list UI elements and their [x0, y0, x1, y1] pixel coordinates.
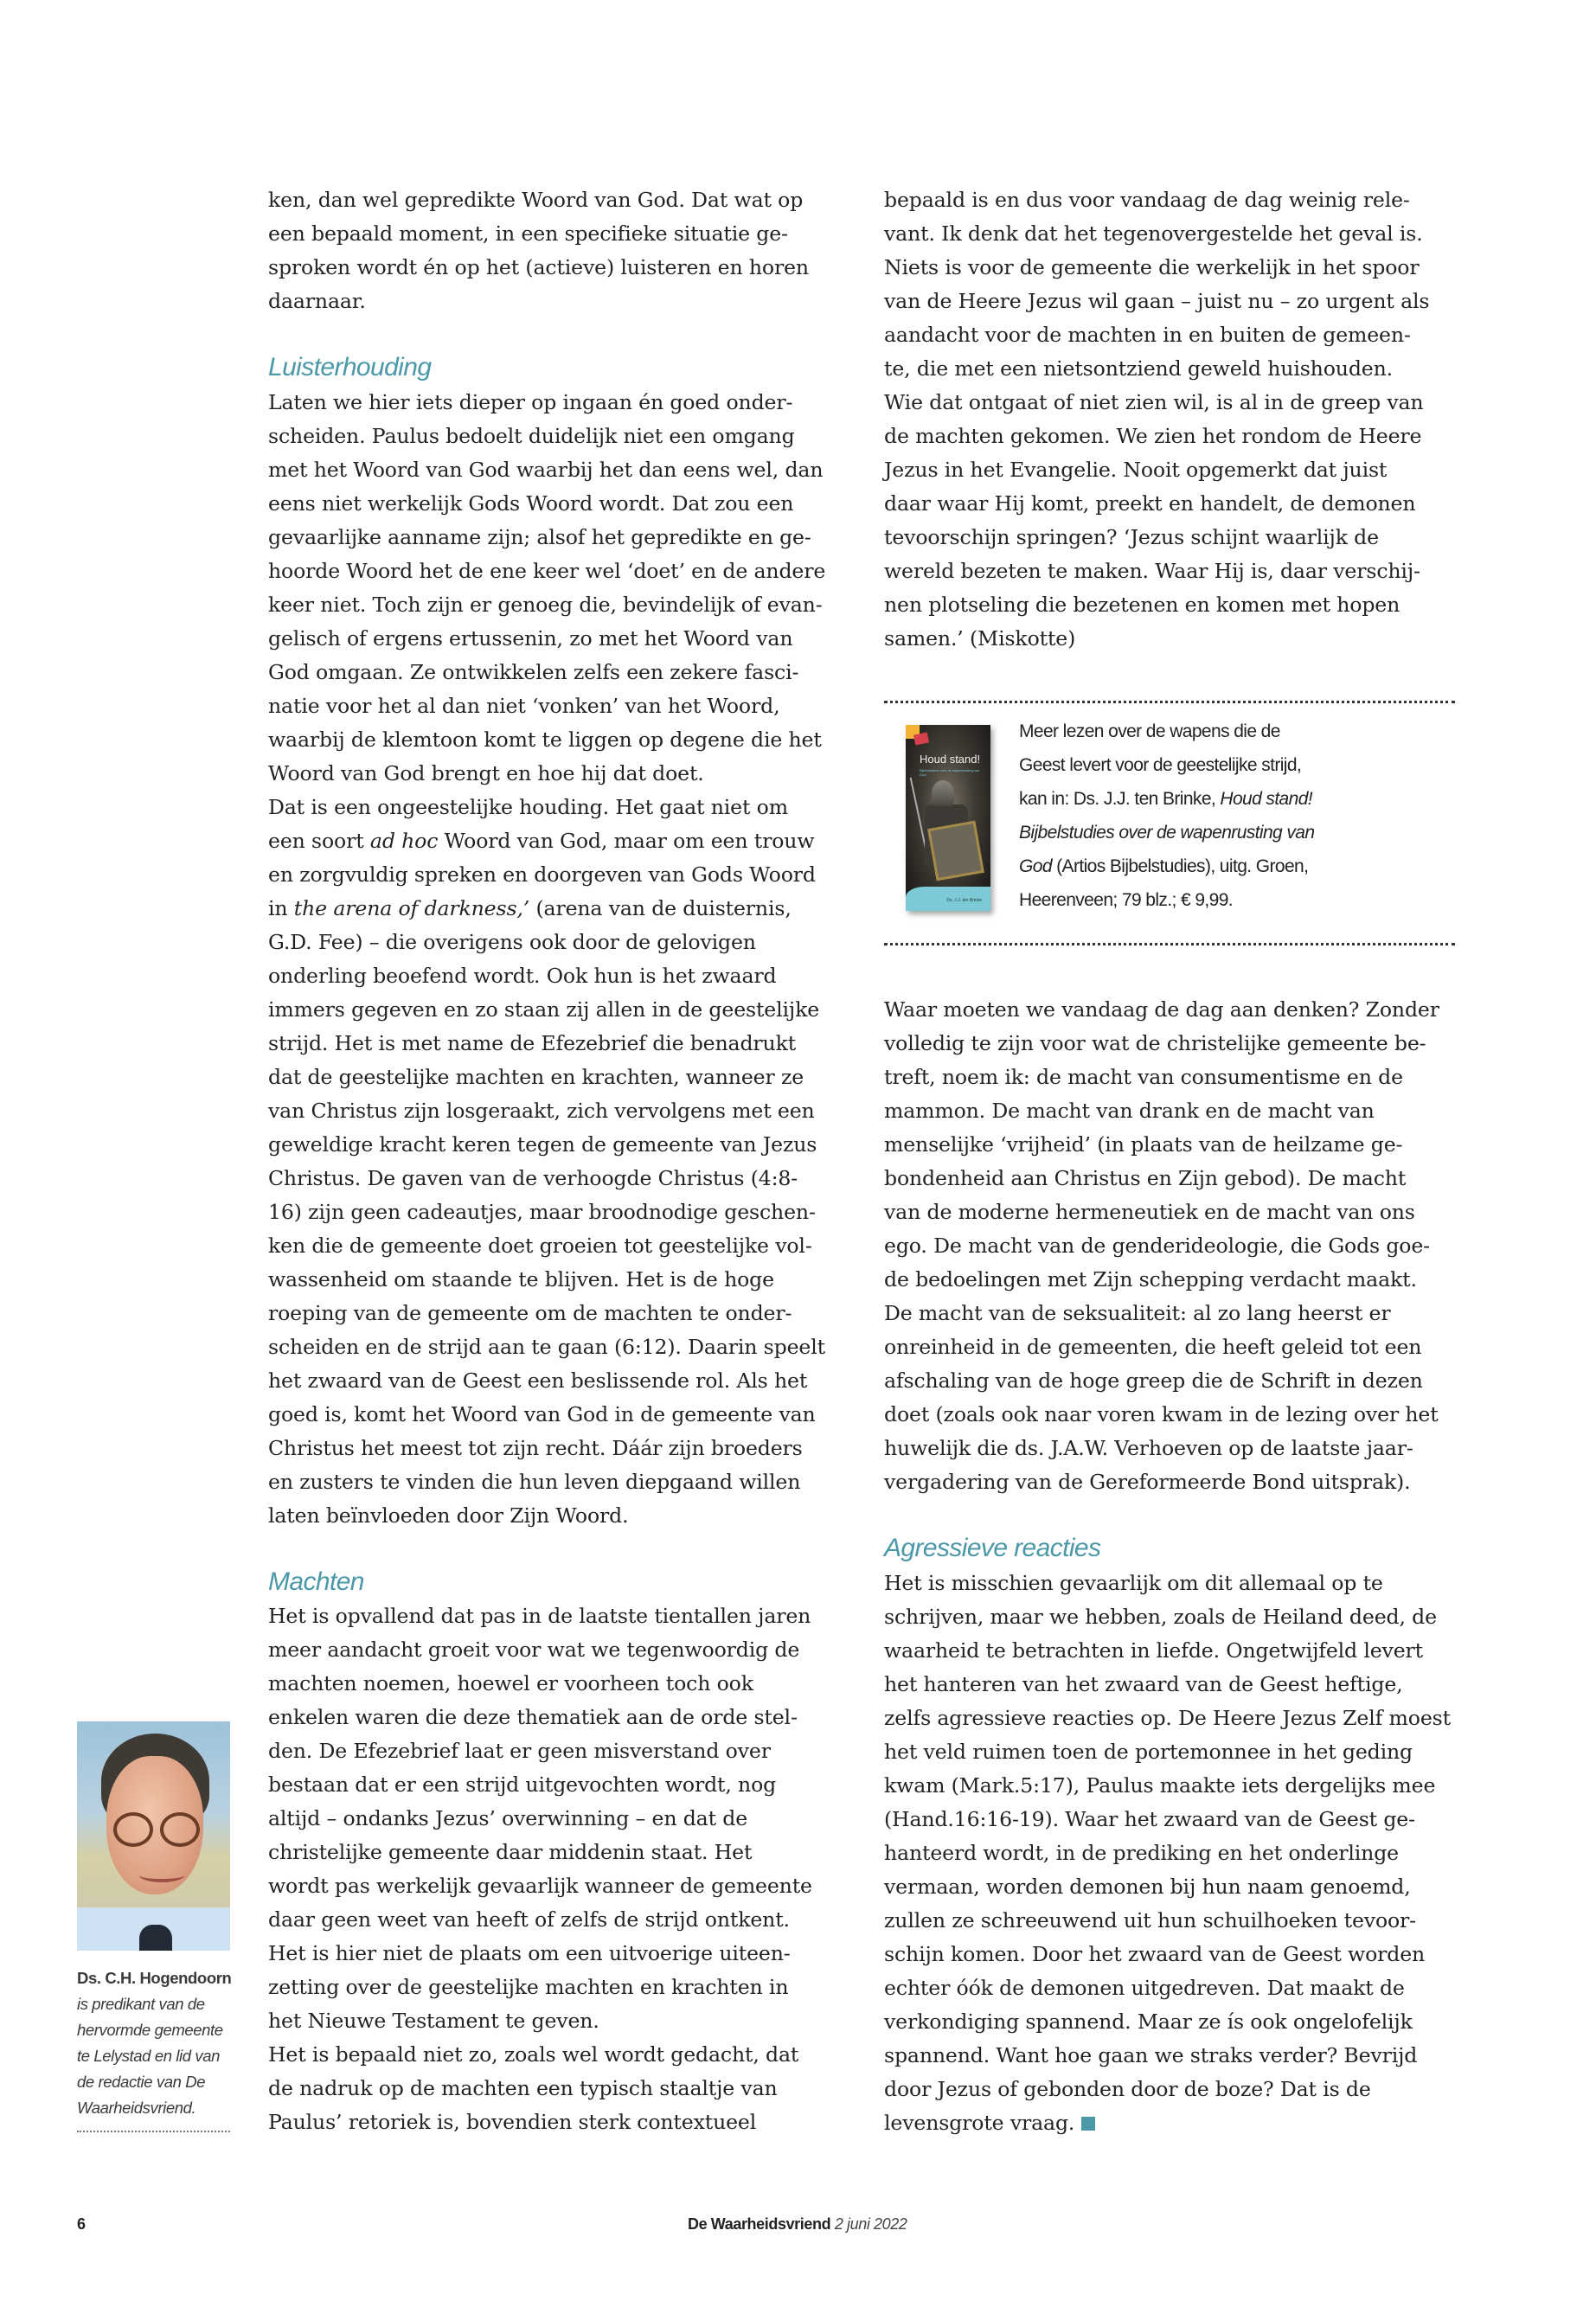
text-line — [884, 1195, 1439, 1229]
author-bio-line: te Lelystad en lid van — [77, 2047, 221, 2065]
text-segment: natie voor het al dan niet ‘vonken’ van het Woord, — [268, 694, 780, 718]
text-line — [884, 1398, 1439, 1432]
agressieve-section-text — [884, 1567, 1451, 2140]
text-segment: afschaling van de hoge greep die de Schrift in dezen — [884, 1368, 1423, 1393]
text-segment: door Jezus of gebonden door de boze? Dat is de — [884, 2077, 1371, 2101]
text-line — [268, 554, 825, 588]
text-line — [268, 1061, 825, 1094]
text-segment: keer niet. Toch zijn er genoeg die, bevindelijk of evan- — [268, 593, 823, 617]
text-segment: den. De Efezebrief laat er geen misverstand over — [268, 1739, 771, 1763]
text-line — [884, 1769, 1451, 1803]
text-line — [884, 1668, 1451, 1702]
text-line — [268, 2038, 812, 2072]
text-segment: en zorgvuldig spreken en doorgeven van Gods Woord — [268, 862, 816, 887]
text-line — [268, 183, 809, 217]
text-segment: een soort — [268, 829, 370, 853]
text-segment: menselijke ‘vrijheid’ (in plaats van de heilzame ge- — [884, 1132, 1403, 1157]
text-line — [884, 2039, 1451, 2073]
text-line — [268, 521, 825, 554]
italic-text: Houd stand! — [1220, 789, 1313, 809]
text-line — [884, 285, 1429, 318]
text-line — [268, 757, 825, 791]
text-line — [268, 1027, 825, 1061]
caption-divider — [77, 2131, 230, 2132]
text-line — [268, 1263, 825, 1297]
text-segment: ken, dan wel gepredikte Woord van God. Dat wat op — [268, 188, 804, 212]
text-line — [884, 2106, 1451, 2140]
text-line — [268, 1398, 825, 1432]
text-segment: de bedoelingen met Zijn schepping verdacht maakt. — [884, 1267, 1417, 1292]
text-segment: mammon. De macht van drank en de macht van — [884, 1099, 1375, 1123]
author-bio-line: is predikant van de — [77, 1995, 205, 2013]
text-line — [884, 588, 1429, 622]
text-line — [268, 892, 825, 926]
text-segment: Laten we hier iets dieper op ingaan én goed onder- — [268, 390, 793, 414]
italic-text: Bijbelstudies over de wapenrusting van — [1019, 823, 1315, 843]
text-line — [884, 1803, 1451, 1836]
text-segment: (arena van de duisternis, — [529, 896, 792, 920]
text-line — [884, 1904, 1451, 1938]
text-segment: Dat is een ongeestelijke houding. Het gaat niet om — [268, 795, 788, 819]
text-segment: nen plotseling die bezetenen en komen met hopen — [884, 593, 1401, 617]
text-line — [268, 487, 825, 521]
text-line — [268, 1802, 812, 1836]
book-cover-image — [906, 725, 990, 911]
text-segment: volledig te zijn voor wat de christelijke gemeente be- — [884, 1031, 1426, 1055]
text-segment: te, die met een nietsontziend geweld huishouden. — [884, 356, 1393, 381]
text-segment: het veld ruimen toen de portemonnee in het geding — [884, 1740, 1413, 1764]
text-line — [884, 1432, 1439, 1465]
text-segment: onreinheid in de gemeenten, die heeft geleid tot een — [884, 1335, 1422, 1359]
cover-badge-red — [913, 732, 929, 745]
text-line — [884, 318, 1429, 352]
text-segment: sproken wordt én op het (actieve) luisteren en horen — [268, 255, 809, 279]
text-line — [268, 926, 825, 959]
text-line — [884, 453, 1429, 487]
author-bio-line: hervormde gemeente — [77, 2021, 223, 2039]
text-segment: met het Woord van God waarbij het dan eens wel, dan — [268, 458, 824, 482]
text-line — [884, 521, 1429, 554]
text-segment: G.D. Fee) – die overigens ook door de gelovigen — [268, 930, 756, 954]
text-line — [268, 1195, 825, 1229]
text-line — [884, 1061, 1439, 1094]
glasses-left-graphic — [113, 1812, 153, 1847]
text-segment: het Nieuwe Testament te geven. — [268, 2009, 599, 2033]
text-segment: tevoorschijn springen? ‘Jezus schijnt waarlijk de — [884, 525, 1379, 549]
text-line — [268, 453, 825, 487]
text-segment: van de Heere Jezus wil gaan – juist nu – zo urgent als — [884, 289, 1430, 313]
text-line — [268, 386, 825, 420]
text-line — [268, 1937, 812, 1971]
text-segment: gelisch of ergens ertussenin, zo met het Woord van — [268, 626, 793, 651]
powers-list-paragraph — [884, 993, 1439, 1499]
text-line — [268, 1229, 825, 1263]
text-line — [884, 1027, 1439, 1061]
right-intro-paragraph — [884, 183, 1429, 656]
text-line — [268, 1162, 825, 1195]
text-line — [268, 1869, 812, 1903]
text-segment: dat de geestelijke machten en krachten, wanneer ze — [268, 1065, 804, 1089]
text-line — [884, 1263, 1439, 1297]
text-line — [268, 2106, 812, 2139]
text-line — [884, 1128, 1439, 1162]
text-segment: daarnaar. — [268, 289, 366, 313]
text-line — [884, 1702, 1451, 1735]
text-line — [268, 824, 825, 858]
cover-title: Houd stand! — [920, 753, 981, 766]
text-segment: treft, noem ik: de macht van consumentisme en de — [884, 1065, 1403, 1089]
italic-text: the arena of darkness,’ — [293, 896, 530, 920]
text-line — [884, 1567, 1451, 1600]
text-line — [268, 2004, 812, 2038]
author-photo — [77, 1721, 230, 1951]
text-line — [268, 1633, 812, 1667]
text-segment: van de moderne hermeneutiek en de macht van ons — [884, 1200, 1415, 1224]
text-segment: ken die de gemeente doet groeien tot geestelijke vol- — [268, 1234, 812, 1258]
text-segment: het hanteren van het zwaard van de Geest heftige, — [884, 1672, 1403, 1696]
text-line — [884, 1938, 1451, 1971]
publication-name: De Waarheidsvriend — [688, 2215, 831, 2233]
text-line — [268, 1836, 812, 1869]
tie-graphic — [139, 1925, 172, 1951]
text-segment: enkelen waren die deze thematiek aan de orde stel- — [268, 1705, 798, 1729]
text-segment: zetting over de geestelijke machten en krachten in — [268, 1975, 789, 1999]
text-segment: immers gegeven en zo staan zij allen in de geestelijke — [268, 997, 820, 1022]
text-line — [268, 1734, 812, 1768]
text-line — [884, 1465, 1439, 1499]
text-line — [268, 1701, 812, 1734]
text-segment: machten noemen, hoewel er voorheen toch ook — [268, 1671, 753, 1695]
text-segment: 16) zijn geen cadeautjes, maar broodnodige geschen- — [268, 1200, 816, 1224]
text-line — [884, 183, 1429, 217]
text-segment: daar geen weet van heeft of zelfs de strijd ontkent. — [268, 1907, 790, 1932]
text-line — [268, 1903, 812, 1937]
text-line — [884, 1836, 1451, 1870]
text-line — [268, 656, 825, 689]
text-segment: wassenheid om staande te blijven. Het is de hoge — [268, 1267, 774, 1292]
text-segment: God omgaan. Ze ontwikkelen zelfs een zekere fasci- — [268, 660, 799, 684]
text-segment: zullen ze schreeuwend uit hun schuilhoeken tevoor- — [884, 1908, 1417, 1932]
text-segment: het zwaard van de Geest een beslissende rol. Als het — [268, 1368, 808, 1393]
author-bio-line: Waarheidsvriend. — [77, 2099, 196, 2117]
text-line — [268, 1297, 825, 1330]
text-segment: roeping van de gemeente om de machten te onder- — [268, 1301, 792, 1325]
text-segment: bestaan dat er een strijd uitgevochten wordt, nog — [268, 1772, 777, 1797]
luisterhouding-section-text — [268, 386, 825, 1533]
text-line — [884, 1971, 1451, 2005]
text-segment: zelfs agressieve reacties op. De Heere Jezus Zelf moest — [884, 1706, 1451, 1730]
machten-section-text — [268, 1599, 812, 2139]
text-segment: wordt pas werkelijk gevaarlijk wanneer de gemeente — [268, 1874, 812, 1898]
book-recommendation-text — [1019, 715, 1314, 917]
footer-publication — [688, 2215, 907, 2234]
text-line — [268, 2072, 812, 2106]
text-line — [884, 993, 1439, 1027]
text-segment: aandacht voor de machten in en buiten de gemeen- — [884, 323, 1411, 347]
text-segment: en zusters te vinden die hun leven diepgaand willen — [268, 1470, 801, 1494]
text-line — [268, 420, 825, 453]
text-segment: meer aandacht groeit voor wat we tegenwoordig de — [268, 1638, 800, 1662]
italic-text: ad hoc — [369, 829, 439, 853]
text-segment: bepaald is en dus voor vandaag de dag weinig rele- — [884, 188, 1410, 212]
section-heading-luisterhouding: Luisterhouding — [268, 353, 432, 381]
cover-subtitle: Bijbelstudies over de wapenrusting van God — [920, 768, 980, 777]
text-segment: bondenheid aan Christus en Zijn gebod). De macht — [884, 1166, 1407, 1190]
page-number: 6 — [77, 2215, 86, 2233]
text-segment: echter óók de demonen uitgedreven. Dat maakt de — [884, 1976, 1405, 2000]
text-segment: Wie dat ontgaat of niet zien wil, is al in de greep van — [884, 390, 1424, 414]
text-segment: hanteerd wordt, in de prediking en het onderlinge — [884, 1841, 1399, 1865]
author-name: Ds. C.H. Hogendoorn — [77, 1969, 232, 1987]
text-segment: christelijke gemeente daar middenin staat. Het — [268, 1840, 753, 1864]
text-segment: Het is bepaald niet zo, zoals wel wordt gedacht, dat — [268, 2042, 799, 2067]
text-line — [268, 217, 809, 251]
text-segment: verkondiging spannend. Maar ze ís ook ongelofelijk — [884, 2009, 1413, 2034]
text-segment: waarheid te betrachten in liefde. Ongetwijfeld levert — [884, 1638, 1423, 1663]
text-line — [268, 1971, 812, 2004]
text-line — [268, 1768, 812, 1802]
text-segment: scheiden en de strijd aan te gaan (6:12). Daarin speelt — [268, 1335, 825, 1359]
text-line — [268, 1128, 825, 1162]
text-line — [268, 791, 825, 824]
text-segment: goed is, komt het Woord van God in de gemeente van — [268, 1402, 816, 1426]
text-segment: hoorde Woord het de ene keer wel ‘doet’ en de andere — [268, 559, 826, 583]
text-segment: Het is opvallend dat pas in de laatste tientallen jaren — [268, 1604, 811, 1628]
left-intro-paragraph — [268, 183, 809, 318]
text-segment: Geest levert voor de geestelijke strijd, — [1019, 755, 1302, 775]
text-line — [884, 1330, 1439, 1364]
text-line — [268, 1667, 812, 1701]
text-segment: doet (zoals ook naar voren kwam in de lezing over het — [884, 1402, 1439, 1426]
text-segment: wereld bezeten te maken. Waar Hij is, daar verschij- — [884, 559, 1420, 583]
text-line — [884, 1364, 1439, 1398]
text-segment: levensgrote vraag. — [884, 2111, 1075, 2135]
text-segment: gevaarlijke aanname zijn; alsof het gepredikte en ge- — [268, 525, 811, 549]
text-line — [268, 858, 825, 892]
text-segment: vermaan, worden demonen bij hun naam genoemd, — [884, 1875, 1411, 1899]
author-bio-line: de redactie van De — [77, 2073, 206, 2091]
text-line — [268, 1094, 825, 1128]
text-segment: samen.’ (Miskotte) — [884, 626, 1076, 651]
text-line — [1019, 816, 1314, 849]
text-segment: kwam (Mark.5:17), Paulus maakte iets dergelijks mee — [884, 1773, 1436, 1798]
text-line — [1019, 782, 1314, 816]
text-segment: daar waar Hij komt, preekt en handelt, de demonen — [884, 491, 1416, 516]
text-line — [268, 1465, 825, 1499]
text-segment: Het is hier niet de plaats om een uitvoerige uiteen- — [268, 1941, 791, 1965]
text-line — [884, 1094, 1439, 1128]
text-line — [268, 993, 825, 1027]
glasses-right-graphic — [160, 1812, 200, 1847]
text-line — [268, 1364, 825, 1398]
text-line — [884, 386, 1429, 420]
text-segment: schijn komen. Door het zwaard van de Geest worden — [884, 1942, 1426, 1966]
text-segment: kan in: Ds. J.J. ten Brinke, — [1019, 789, 1221, 809]
text-line — [268, 622, 825, 656]
smile-graphic — [139, 1868, 184, 1882]
text-segment: spannend. Want hoe gaan we straks verder? Bevrijd — [884, 2043, 1418, 2067]
text-segment: Heerenveen; 79 blz.; € 9,99. — [1019, 890, 1234, 910]
cover-author: Ds. J.J. ten Brinke — [946, 898, 982, 903]
text-segment: Niets is voor de gemeente die werkelijk in het spoor — [884, 255, 1420, 279]
text-line — [884, 217, 1429, 251]
text-line — [268, 1599, 812, 1633]
text-segment: eens niet werkelijk Gods Woord wordt. Dat zou een — [268, 491, 794, 516]
text-line — [268, 285, 809, 318]
text-line — [884, 1870, 1451, 1904]
text-line — [1019, 883, 1314, 917]
text-line — [268, 1432, 825, 1465]
text-line — [884, 1162, 1439, 1195]
text-segment: Het is misschien gevaarlijk om dit allemaal op te — [884, 1571, 1383, 1595]
text-segment: in — [268, 896, 294, 920]
text-segment: strijd. Het is met name de Efezebrief die benadrukt — [268, 1031, 797, 1055]
text-segment: van Christus zijn losgeraakt, zich vervolgens met een — [268, 1099, 815, 1123]
text-segment: (Hand.16:16-19). Waar het zwaard van de Geest ge- — [884, 1807, 1415, 1831]
text-line — [884, 554, 1429, 588]
text-segment: Woord van God brengt en hoe hij dat doet. — [268, 761, 704, 785]
text-line — [884, 1297, 1439, 1330]
text-line — [884, 1634, 1451, 1668]
text-segment: (Artios Bijbelstudies), uitg. Groen, — [1051, 856, 1309, 876]
text-line — [884, 2073, 1451, 2106]
text-segment: huwelijk die ds. J.A.W. Verhoeven op de laatste jaar- — [884, 1436, 1413, 1460]
text-line — [884, 1600, 1451, 1634]
text-line — [884, 1229, 1439, 1263]
text-line — [884, 420, 1429, 453]
text-segment: een bepaald moment, in een specifieke situatie ge- — [268, 221, 788, 246]
shield-graphic — [927, 821, 984, 881]
text-segment: ego. De macht van de genderideologie, die Gods goe- — [884, 1234, 1430, 1258]
box-top-divider — [884, 701, 1455, 703]
text-line — [884, 1735, 1451, 1769]
text-line — [268, 1330, 825, 1364]
text-segment: Meer lezen over de wapens die de — [1019, 721, 1280, 741]
text-segment: altijd – ondanks Jezus’ overwinning – en dat de — [268, 1806, 748, 1830]
section-heading-agressieve-reacties: Agressieve reacties — [884, 1534, 1101, 1562]
text-segment: vergadering van de Gereformeerde Bond uitsprak). — [884, 1470, 1411, 1494]
text-segment: waarbij de klemtoon komt te liggen op degene die het — [268, 727, 822, 752]
text-line — [884, 487, 1429, 521]
text-line — [1019, 849, 1314, 883]
text-segment: Christus het meest tot zijn recht. Dáár zijn broeders — [268, 1436, 803, 1460]
text-segment: scheiden. Paulus bedoelt duidelijk niet een omgang — [268, 424, 795, 448]
text-segment: de machten gekomen. We zien het rondom de Heere — [884, 424, 1422, 448]
text-segment: Paulus’ retoriek is, bovendien sterk contextueel — [268, 2110, 757, 2134]
text-line — [268, 959, 825, 993]
text-line — [884, 352, 1429, 386]
text-segment: Woord van God, maar om een trouw — [438, 829, 815, 853]
text-line — [268, 689, 825, 723]
text-segment: De macht van de seksualiteit: al zo lang heerst er — [884, 1301, 1391, 1325]
text-segment: geweldige kracht keren tegen de gemeente van Jezus — [268, 1132, 817, 1157]
text-line — [268, 1499, 825, 1533]
text-segment: onderling beoefend wordt. Ook hun is het zwaard — [268, 964, 777, 988]
knight-helmet-graphic — [932, 780, 954, 806]
box-bottom-divider — [884, 943, 1455, 945]
end-of-article-square-icon — [1081, 2117, 1095, 2131]
text-line — [1019, 748, 1314, 782]
text-line — [268, 723, 825, 757]
publication-date: 2 juni 2022 — [834, 2215, 907, 2233]
text-line — [268, 251, 809, 285]
text-segment: Jezus in het Evangelie. Nooit opgemerkt dat juist — [884, 458, 1388, 482]
text-segment: laten beïnvloeden door Zijn Woord. — [268, 1503, 629, 1528]
text-segment: schrijven, maar we hebben, zoals de Heiland deed, de — [884, 1605, 1437, 1629]
text-segment: Christus. De gaven van de verhoogde Christus (4:8- — [268, 1166, 798, 1190]
text-segment: vant. Ik denk dat het tegenovergestelde het geval is. — [884, 221, 1423, 246]
text-segment: de nadruk op de machten een typisch staaltje van — [268, 2076, 778, 2100]
text-line — [268, 588, 825, 622]
text-line — [884, 622, 1429, 656]
text-line — [884, 251, 1429, 285]
text-line — [884, 2005, 1451, 2039]
text-line — [1019, 715, 1314, 748]
author-caption — [77, 1965, 231, 2121]
italic-text: God — [1019, 856, 1052, 876]
section-heading-machten: Machten — [268, 1567, 364, 1596]
text-segment: Waar moeten we vandaag de dag aan denken? Zonder — [884, 997, 1439, 1022]
